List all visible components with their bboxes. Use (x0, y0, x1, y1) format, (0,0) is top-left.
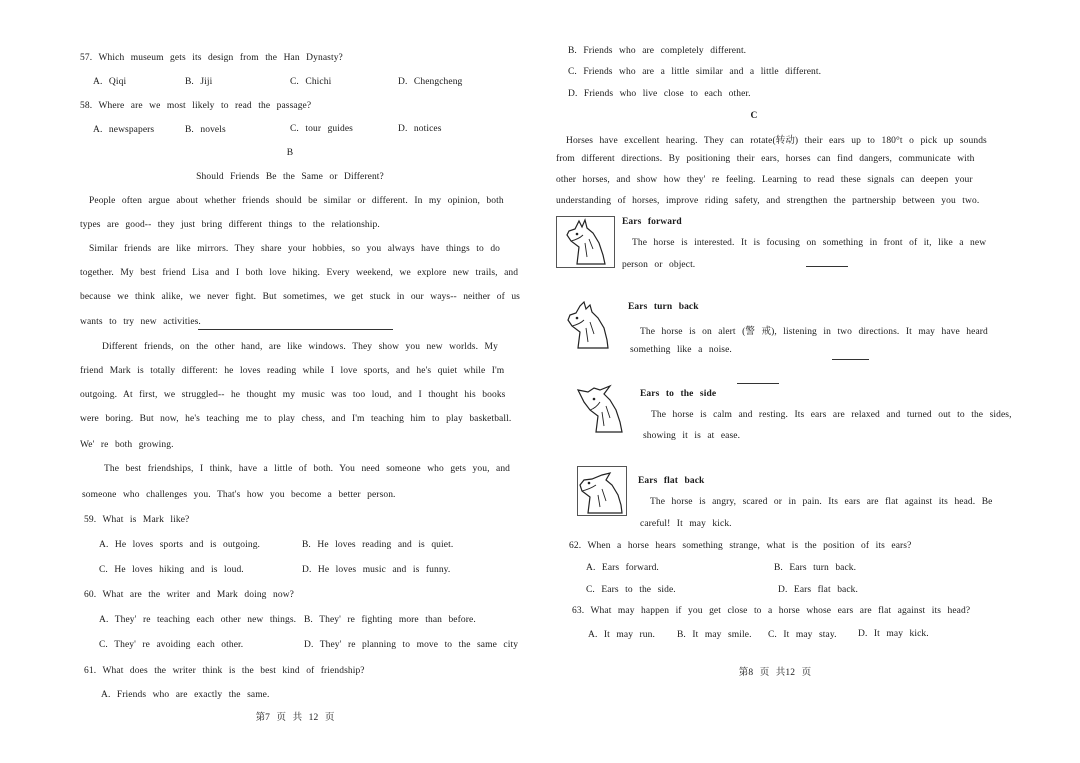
q62-option-d: D. Ears flat back. (778, 585, 859, 595)
horse-head-icon (578, 467, 626, 515)
q63-option-d: D. It may kick. (858, 629, 929, 639)
passage-b-line: were boring. But now, he's teaching me to play chess, and I'm teaching him to play basketball. (80, 414, 512, 424)
q57-option-b: B. Jiji (185, 77, 213, 87)
ears-flat-line: careful! It may kick. (640, 519, 732, 529)
q62-option-c: C. Ears to the side. (586, 585, 676, 595)
answer-blank (832, 359, 869, 360)
q63-option-a: A. It may run. (588, 630, 655, 640)
section-b-letter: B (286, 148, 294, 158)
answer-blank (806, 266, 848, 267)
passage-c-line: understanding of horses, improve riding safety, and strengthen the partnership between you two. (556, 196, 980, 206)
q61-option-d: D. Friends who live close to each other. (568, 89, 751, 99)
ears-flat-line: The horse is angry, scared or in pain. Its ears are flat against its head. Be (650, 497, 993, 507)
q58-option-d: D. notices (398, 124, 442, 134)
q62-stem: 62. When a horse hears something strange, what is the position of its ears? (569, 541, 912, 551)
passage-b-line: Similar friends are like mirrors. They share your hobbies, so you always have things to do (89, 244, 501, 254)
passage-b-line: Different friends, on the other hand, are like windows. They show you new worlds. My (102, 342, 498, 352)
passage-c-line: Horses have excellent hearing. They can rotate(转动) their ears up to 180°t o pick up sounds (566, 136, 987, 146)
q63-option-c: C. It may stay. (768, 630, 837, 640)
page-footer-left: 第7 页 共 12 页 (255, 713, 335, 723)
horse-head-icon (557, 217, 614, 267)
q61-stem: 61. What does the writer think is the best kind of friendship? (84, 666, 365, 676)
q61-option-a: A. Friends who are exactly the same. (101, 690, 270, 700)
q62-option-b: B. Ears turn back. (774, 563, 857, 573)
passage-c-line: from different directions. By positioning their ears, horses can find dangers, communicate with (556, 154, 975, 164)
horse-head-icon (576, 382, 624, 434)
ears-back-line: The horse is on alert (警 戒), listening in two directions. It may have heard (640, 327, 988, 337)
q60-stem: 60. What are the writer and Mark doing now? (84, 590, 294, 600)
q60-option-c: C. They' re avoiding each other. (99, 640, 244, 650)
passage-b-line: We' re both growing. (80, 440, 174, 450)
section-c-letter: C (750, 111, 758, 121)
q63-option-b: B. It may smile. (677, 630, 752, 640)
horse-head-icon (564, 300, 612, 350)
passage-c-line: other horses, and show how they' re feeling. Learning to read these signals can deepen your (556, 175, 973, 185)
ears-forward-title: Ears forward (622, 217, 682, 227)
ears-back-title: Ears turn back (628, 302, 699, 312)
q58-option-c: C. tour guides (290, 124, 353, 134)
passage-b-line: types are good-- they just bring different things to the relationship. (80, 220, 380, 230)
q59-option-d: D. He loves music and is funny. (302, 565, 451, 575)
q60-option-d: D. They' re planning to move to the same city (304, 640, 519, 650)
q62-option-a: A. Ears forward. (586, 563, 659, 573)
page-footer-right: 第8 页 共12 页 (738, 668, 812, 678)
ears-back-line: something like a noise. (630, 345, 732, 355)
answer-blank (198, 329, 393, 330)
q59-option-a: A. He loves sports and is outgoing. (99, 540, 261, 550)
passage-b-title: Should Friends Be the Same or Different? (196, 172, 384, 182)
ears-forward-line: person or object. (622, 260, 696, 270)
q58-option-b: B. novels (185, 125, 226, 135)
passage-b-line: because we think alike, we never fight. But sometimes, we get stuck in our ways-- neither of us (80, 292, 520, 302)
ears-side-title: Ears to the side (640, 389, 717, 399)
q59-option-c: C. He loves hiking and is loud. (99, 565, 244, 575)
ears-forward-line: The horse is interested. It is focusing on something in front of it, like a new (632, 238, 987, 248)
passage-b-line: together. My best friend Lisa and I both love hiking. Every weekend, we explore new trails, and (80, 268, 519, 278)
answer-blank (737, 383, 779, 384)
passage-b-line: someone who challenges you. That's how you become a better person. (82, 490, 396, 500)
q61-option-c: C. Friends who are a little similar and a little different. (568, 67, 822, 77)
q59-stem: 59. What is Mark like? (84, 515, 190, 525)
ears-side-line: The horse is calm and resting. Its ears are relaxed and turned out to the sides, (651, 410, 1012, 420)
q57-option-c: C. Chichi (290, 77, 332, 87)
horse-image-flat (577, 466, 627, 516)
passage-b-line: People often argue about whether friends should be similar or different. In my opinion, both (89, 196, 504, 206)
horse-image-forward (556, 216, 615, 268)
ears-flat-title: Ears flat back (638, 476, 705, 486)
q57-stem: 57. Which museum gets its design from the Han Dynasty? (80, 53, 343, 63)
q58-stem: 58. Where are we most likely to read the passage? (80, 101, 312, 111)
q57-option-a: A. Qiqi (93, 77, 127, 87)
passage-b-line: friend Mark is totally different: he loves reading while I love sports, and he's quiet while I'm (80, 366, 505, 376)
ears-side-line: showing it is at ease. (643, 431, 741, 441)
q60-option-b: B. They' re fighting more than before. (304, 615, 476, 625)
q58-option-a: A. newspapers (93, 125, 155, 135)
passage-b-line: wants to try new activities. (80, 317, 201, 327)
passage-b-line: The best friendships, I think, have a little of both. You need someone who gets you, and (104, 464, 511, 474)
passage-b-line: outgoing. At first, we struggled-- he thought my music was too loud, and I thought his books (80, 390, 506, 400)
q59-option-b: B. He loves reading and is quiet. (302, 540, 454, 550)
q60-option-a: A. They' re teaching each other new things. (99, 615, 297, 625)
q61-option-b: B. Friends who are completely different. (568, 46, 747, 56)
q63-stem: 63. What may happen if you get close to a horse whose ears are flat against its head? (572, 606, 971, 616)
q57-option-d: D. Chengcheng (398, 77, 463, 87)
